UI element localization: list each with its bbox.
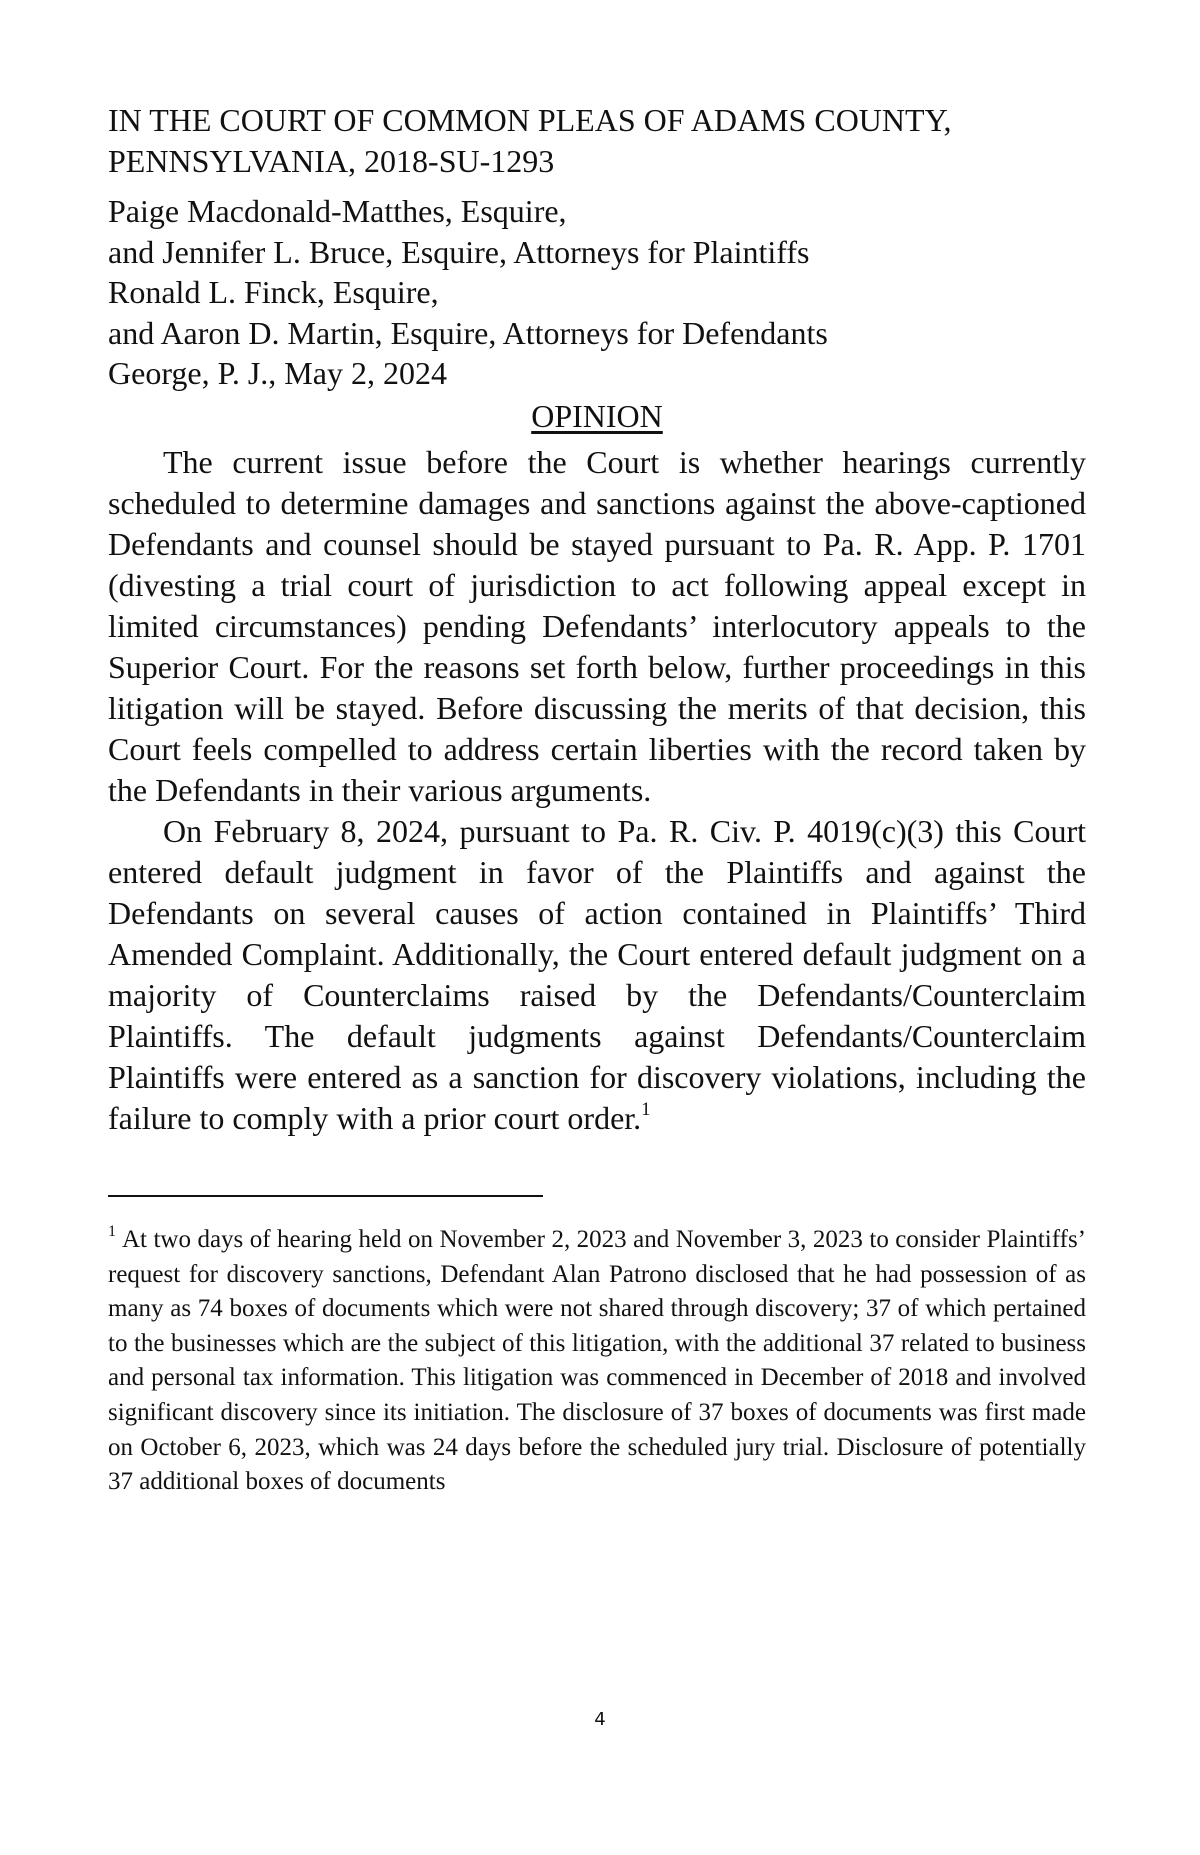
counsel-line-1: Paige Macdonald-Matthes, Esquire, bbox=[108, 193, 567, 229]
footnote-1 bbox=[108, 1223, 1086, 1500]
footnote-text: At two days of hearing held on November 2, 2023 and November 3, 2023 to consider Plaintiffs’ request for discovery sanctions, Defendant Alan Patrono disclosed that he had possession of as many as 74 boxes of documents which were not shared through discovery; 37 of which pertained to the businesses which are the subject of this litigation, with the additional 37 related to business and personal tax information. This litigation was commenced in December of 2018 and involved significant discovery since its initiation. The disclosure of 37 boxes of documents was first made on October 6, 2023, which was 24 days before the scheduled jury trial. Disclosure of potentially 37 additional boxes of documents bbox=[108, 1226, 1086, 1496]
document-page bbox=[108, 100, 1086, 1500]
counsel-line-2: and Jennifer L. Bruce, Esquire, Attorneys for Plaintiffs bbox=[108, 233, 810, 270]
court-name-line-1: IN THE COURT OF COMMON PLEAS OF ADAMS COUNTY, bbox=[108, 102, 952, 138]
footnote-reference: 1 bbox=[641, 1099, 651, 1120]
case-caption bbox=[108, 100, 1086, 181]
opinion-paragraph-1: The current issue before the Court is whether hearings currently scheduled to determine damages and sanctions against the above-captioned Defendants and counsel should be stayed pursuant to Pa. R. App. P. 1701 (divesting a trial court of jurisdiction to act following appeal except in limited circumstances) pending Defendants’ interlocutory appeals to the Superior Court. For the reasons set forth below, further proceedings in this litigation will be stayed. Before discussing the merits of that decision, this Court feels compelled to address certain liberties with the record taken by the Defendants in their various arguments. bbox=[108, 444, 1086, 808]
judge-date-line: George, P. J., May 2, 2024 bbox=[108, 355, 447, 391]
opinion-paragraph-2 bbox=[108, 811, 1086, 1139]
opinion-paragraph-2-text: On February 8, 2024, pursuant to Pa. R. Civ. P. 4019(c)(3) this Court entered default judgment in favor of the Plaintiffs and against the Defendants on several causes of action contained in Plaintiffs’ Third Amended Complaint. Additionally, the Court entered default judgment on a majority of Counterclaims raised by the Defendants/Counterclaim Plaintiffs. The default judgments against Defendants/Counterclaim Plaintiffs were entered as a sanction for discovery violations, including the failure to comply with a prior court order. bbox=[108, 813, 1086, 1136]
court-name-line-2: PENNSYLVANIA, 2018-SU-1293 bbox=[108, 142, 555, 179]
footnote-marker: 1 bbox=[108, 1223, 116, 1240]
counsel-line-3: Ronald L. Finck, Esquire, bbox=[108, 274, 439, 310]
page-number: 4 bbox=[594, 1709, 606, 1730]
footnote-separator bbox=[108, 1195, 543, 1197]
counsel-line-4: and Aaron D. Martin, Esquire, Attorneys for Defendants bbox=[108, 314, 828, 351]
counsel-block bbox=[108, 191, 1086, 394]
opinion-heading: OPINION bbox=[531, 397, 663, 434]
